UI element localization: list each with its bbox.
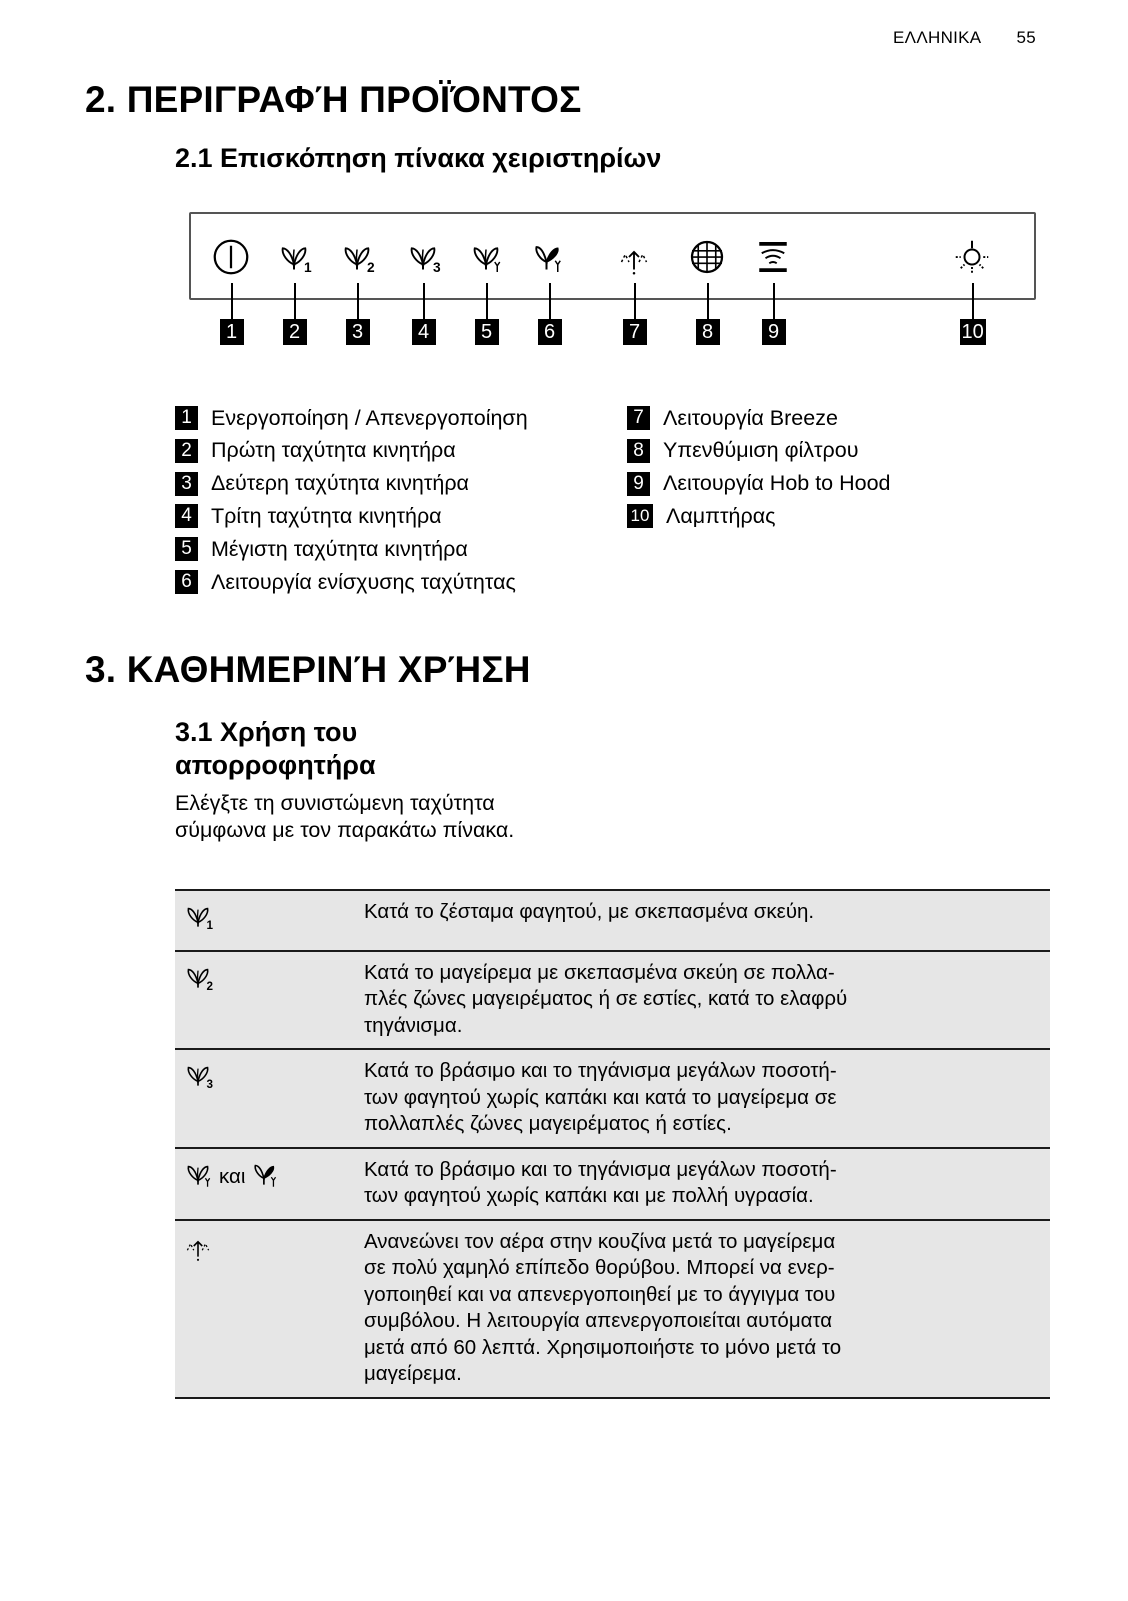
callout-badge: 7 [623, 319, 647, 345]
leader-line [634, 283, 636, 319]
legend-number: 10 [627, 504, 653, 528]
legend-text: Λειτουργία Breeze [663, 405, 838, 430]
description-line: Κατά το βράσιμο και το τηγάνισμα μεγάλων ποσοτή- [364, 1157, 837, 1181]
fan-boost-icon [529, 237, 569, 277]
description-line: μετά από 60 λεπτά. Χρησιμοποιήστε το μόνο μετά το [364, 1335, 842, 1359]
icon-cell [175, 951, 364, 1050]
legend-item [627, 501, 775, 531]
description-line: των φαγητού χωρίς καπάκι και κατά το μαγείρεμα σε [364, 1085, 837, 1109]
legend-item [627, 469, 891, 499]
fan-speed-2-icon [337, 237, 377, 277]
description-line: Κατά το μαγείρεμα με σκεπασμένα σκεύη σε πολλα- [364, 960, 835, 984]
icon-cell [175, 1049, 364, 1148]
legend-text: Τρίτη ταχύτητα κινητήρα [211, 503, 442, 528]
description-cell [364, 1220, 1050, 1398]
hob-to-hood-icon [753, 237, 793, 277]
page-header [893, 28, 1036, 48]
description-line: μαγείρεμα. [364, 1362, 462, 1385]
callout-badge: 9 [762, 319, 786, 345]
legend-number: 4 [175, 504, 198, 528]
control-panel-diagram [189, 212, 1036, 300]
legend-number: 5 [175, 537, 198, 561]
intro-text [175, 790, 595, 844]
legend-text: Λειτουργία Hob to Hood [663, 471, 891, 496]
legend-text: Υπενθύμιση φίλτρου [663, 438, 859, 463]
description-line: Κατά το βράσιμο και το τηγάνισμα μεγάλων ποσοτή- [364, 1059, 837, 1082]
description-line: πολλαπλές ζώνες μαγειρέματος ή εστίες. [364, 1112, 732, 1135]
legend-number: 8 [627, 439, 650, 463]
legend-item [175, 567, 516, 597]
intro-line-1: Ελέγξτε τη συνιστώμενη ταχύτητα [175, 791, 495, 815]
callout-badge: 5 [475, 319, 499, 345]
fan-speed-2-icon [181, 960, 215, 1002]
table-row [175, 1049, 1050, 1148]
leader-line [486, 283, 488, 319]
description-cell [364, 1148, 1050, 1220]
svg-text:3: 3 [206, 1077, 213, 1091]
svg-text:1: 1 [206, 918, 213, 932]
table-row [175, 890, 1050, 951]
legend-number: 1 [175, 406, 198, 430]
fan-speed-3-icon [181, 1058, 215, 1100]
legend-number: 9 [627, 472, 650, 496]
language-label: ΕΛΛΗΝΙΚΑ [893, 28, 982, 47]
power-icon [211, 237, 251, 277]
description-cell [364, 890, 1050, 951]
subtitle-line-2: απορροφητήρα [175, 750, 376, 780]
legend-item [175, 436, 456, 466]
icon-cell [175, 890, 364, 951]
section-2-1-subtitle: 2.1 Επισκόπηση πίνακα χειριστηρίων [175, 143, 662, 173]
legend-number: 3 [175, 472, 198, 496]
callout-badge: 4 [412, 319, 436, 345]
description-line: συμβόλου. Η λειτουργία απενεργοποιείται αυτόματα [364, 1309, 833, 1332]
table-row [175, 951, 1050, 1050]
breeze-icon [614, 237, 654, 277]
svg-text:2: 2 [206, 979, 213, 993]
section-3-1-subtitle [175, 716, 535, 782]
callout-badge: 2 [283, 319, 307, 345]
legend-text: Λειτουργία ενίσχυσης ταχύτητας [211, 569, 516, 594]
description-line: γοποιηθεί και να απενεργοποιηθεί με το άγγιγμα του [364, 1282, 836, 1306]
callout-badge: 3 [346, 319, 370, 345]
callout-badge: 10 [961, 321, 984, 343]
callout-badge: 8 [696, 319, 720, 345]
table-row [175, 1148, 1050, 1220]
description-cell [364, 951, 1050, 1050]
callout-badge: 6 [538, 319, 562, 345]
leader-line [773, 283, 775, 319]
leader-line [357, 283, 359, 319]
leader-line [707, 283, 709, 319]
leader-line [549, 283, 551, 319]
legend-number: 2 [175, 439, 198, 463]
legend-text: Ενεργοποίηση / Απενεργοποίηση [211, 405, 528, 430]
subtitle-line-1: 3.1 Χρήση του [175, 717, 358, 747]
leader-line [423, 283, 425, 319]
description-line: σε πολύ χαμηλό επίπεδο θορύβου. Μπορεί να ενερ- [364, 1256, 835, 1279]
legend-item [627, 436, 859, 466]
leader-line [231, 283, 233, 319]
description-line: Ανανεώνει τον αέρα στην κουζίνα μετά το μαγείρεμα [364, 1229, 836, 1253]
legend-number: 6 [175, 570, 198, 594]
description-line: Κατά το ζέσταμα φαγητού, με σκεπασμένα σκεύη. [364, 900, 815, 923]
fan-max-icon [466, 237, 506, 277]
lamp-icon [952, 237, 992, 277]
legend-item [175, 403, 528, 433]
legend-text: Μέγιστη ταχύτητα κινητήρα [211, 536, 468, 561]
svg-text:3: 3 [433, 260, 441, 275]
legend-text: Πρώτη ταχύτητα κινητήρα [211, 438, 456, 463]
icon-cell [175, 1148, 364, 1220]
legend-item [175, 501, 442, 531]
table-row [175, 1220, 1050, 1398]
joiner-text: και [219, 1165, 246, 1188]
svg-text:2: 2 [367, 260, 375, 275]
fan-speed-3-icon [403, 237, 443, 277]
fan-max-icon [181, 1157, 215, 1199]
intro-line-2: σύμφωνα με τον παρακάτω πίνακα. [175, 818, 515, 842]
section-3-title: 3. ΚΑΘΗΜΕΡΙΝΉ ΧΡΉΣΗ [85, 649, 531, 690]
leader-line [294, 283, 296, 319]
legend-item [175, 469, 469, 499]
legend-text: Λαμπτήρας [666, 503, 776, 528]
icon-cell [175, 1220, 364, 1398]
section-2-title: 2. ΠΕΡΙΓΡΑΦΉ ΠΡΟΪΌΝΤΟΣ [85, 79, 582, 120]
legend-number: 7 [627, 406, 650, 430]
leader-line [972, 283, 974, 319]
legend-item [627, 403, 838, 433]
description-line: των φαγητού χωρίς καπάκι και με πολλή υγρασία. [364, 1184, 814, 1207]
callout-badge: 1 [220, 319, 244, 345]
description-line: τηγάνισμα. [364, 1013, 463, 1037]
description-cell [364, 1049, 1050, 1148]
breeze-icon [181, 1229, 215, 1271]
fan-speed-1-icon [274, 237, 314, 277]
legend-text: Δεύτερη ταχύτητα κινητήρα [211, 471, 469, 496]
description-line: πλές ζώνες μαγειρέματος ή σε εστίες, κατά το ελαφρύ [364, 987, 848, 1010]
legend-item [175, 534, 468, 564]
svg-text:1: 1 [304, 260, 312, 275]
fan-boost-icon [249, 1157, 283, 1199]
speed-table [175, 889, 1050, 1399]
fan-speed-1-icon [181, 899, 215, 941]
page-number: 55 [1016, 28, 1036, 47]
filter-icon [687, 237, 727, 277]
